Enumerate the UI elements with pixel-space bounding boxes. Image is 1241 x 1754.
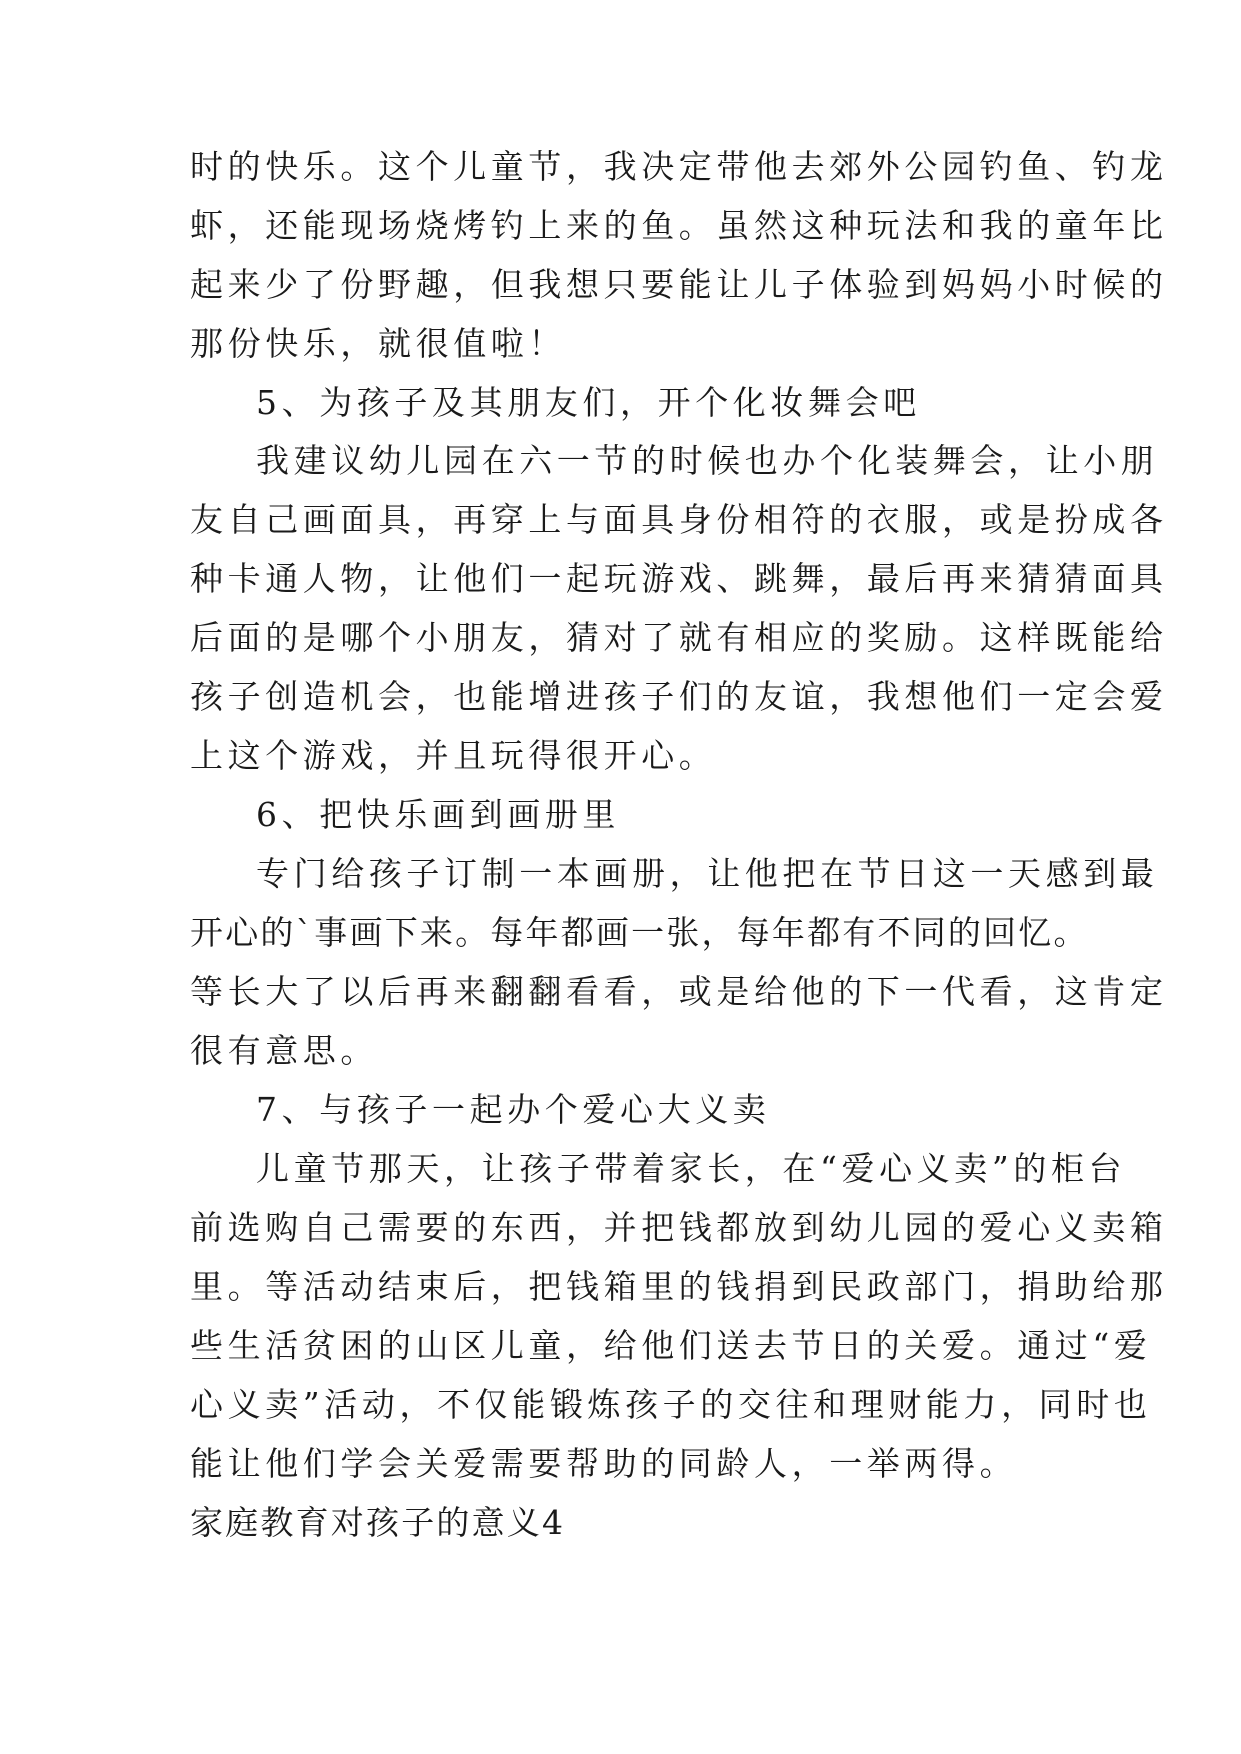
paragraph-first-line: 儿童节那天，让孩子带着家长，在“爱心义卖”的柜台: [256, 1149, 1127, 1188]
section-heading-5: 5、为孩子及其朋友们，开个化妆舞会吧: [256, 383, 921, 422]
body-line: 虾，还能现场烧烤钓上来的鱼。虽然这种玩法和我的童年比: [190, 206, 1168, 245]
body-line: 上这个游戏，并且玩得很开心。: [190, 736, 717, 775]
section-title: 家庭教育对孩子的意义4: [190, 1503, 566, 1542]
body-line: 友自己画面具，再穿上与面具身份相符的衣服，或是扮成各: [190, 500, 1168, 539]
body-line: 时的快乐。这个儿童节，我决定带他去郊外公园钓鱼、钓龙: [190, 147, 1168, 186]
body-line: 孩子创造机会，也能增进孩子们的友谊，我想他们一定会爱: [190, 677, 1168, 716]
paragraph-first-line: 我建议幼儿园在六一节的时候也办个化装舞会，让小朋: [256, 441, 1159, 480]
body-line: 那份快乐，就很值啦！: [190, 324, 566, 363]
body-line: 开心的`事画下来。每年都画一张，每年都有不同的回忆。: [190, 913, 1089, 952]
paragraph-first-line: 专门给孩子订制一本画册，让他把在节日这一天感到最: [256, 854, 1159, 893]
body-line: 种卡通人物，让他们一起玩游戏、跳舞，最后再来猜猜面具: [190, 559, 1168, 598]
body-line: 后面的是哪个小朋友，猜对了就有相应的奖励。这样既能给: [190, 618, 1168, 657]
body-line: 前选购自己需要的东西，并把钱都放到幼儿园的爱心义卖箱: [190, 1208, 1168, 1247]
body-line: 很有意思。: [190, 1031, 378, 1070]
body-line: 起来少了份野趣，但我想只要能让儿子体验到妈妈小时候的: [190, 265, 1168, 304]
body-line: 等长大了以后再来翻翻看看，或是给他的下一代看，这肯定: [190, 972, 1168, 1011]
body-line: 里。等活动结束后，把钱箱里的钱捐到民政部门，捐助给那: [190, 1267, 1168, 1306]
body-line: 能让他们学会关爱需要帮助的同龄人，一举两得。: [190, 1444, 1018, 1483]
body-line: 些生活贫困的山区儿童，给他们送去节日的关爱。通过“爱: [190, 1326, 1152, 1365]
body-line: 心义卖”活动，不仅能锻炼孩子的交往和理财能力，同时也: [190, 1385, 1152, 1424]
section-heading-6: 6、把快乐画到画册里: [256, 795, 620, 834]
section-heading-7: 7、与孩子一起办个爱心大义卖: [256, 1090, 771, 1129]
